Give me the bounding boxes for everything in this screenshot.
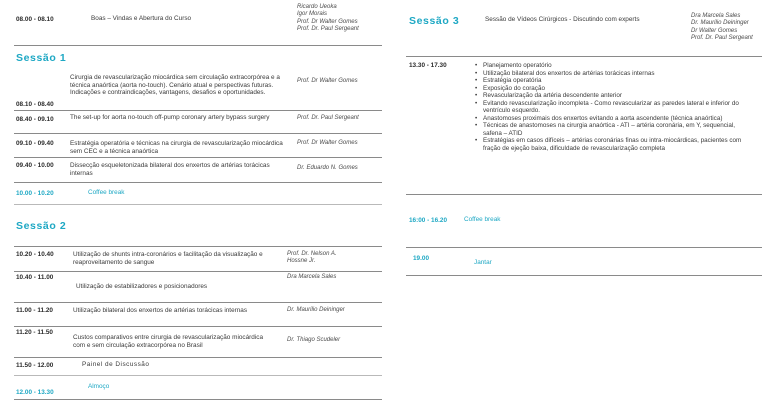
s2-row2-speaker: Dra Marcela Sales — [287, 274, 337, 280]
speaker: Prof. Dr. Paul Sergeant — [691, 34, 753, 41]
lunch-time: 12.00 - 13.30 — [16, 389, 54, 396]
s1-row2-desc: The set-up for aorta no-touch off-pump coronary artery bypass surgery — [70, 114, 270, 121]
session-2-title: Sessão 2 — [16, 220, 67, 232]
s1-row4-speaker: Dr. Eduardo N. Gomes — [297, 165, 358, 171]
s1-row3-speaker: Prof. Dr Walter Gomes — [297, 140, 358, 146]
s2-row2-desc: Utilização de estabilizadores e posicionadores — [76, 283, 208, 290]
s1-row4-desc: Dissecção esqueletonizada bilateral dos enxertos de artérias torácicas internas — [70, 162, 270, 177]
list-item: • Técnicas de anastomoses na cirurgia anaórtica - ATI – artéria coronária, em Y, sequencial, safena – ATID — [475, 122, 747, 137]
divider — [14, 271, 382, 272]
speaker: Ricardo Ueoka — [297, 4, 337, 10]
s2-row3-desc: Utilização bilateral dos enxertos de artérias torácicas internas — [73, 307, 248, 314]
divider — [14, 326, 382, 327]
list-item: • Anastomoses proximais dos enxertos evitando a aorta ascendente (técnica anaórtica) — [475, 115, 747, 123]
s2-row4-time: 11.20 - 11.50 — [16, 329, 53, 336]
session-3-speakers — [691, 13, 767, 42]
lunch-label: Almoço — [88, 383, 110, 390]
s1-row1-speaker: Prof. Dr Walter Gomes — [297, 78, 358, 84]
dinner-label: Jantar — [474, 259, 492, 266]
divider — [14, 399, 382, 400]
speaker: Dra Marcela Sales — [691, 13, 741, 19]
s2-row1-desc: Utilização de shunts intra-coronários e facilitação da visualização e reaproveitamento de sangue — [73, 251, 263, 266]
list-item: • Estratégia operatória — [475, 77, 747, 85]
speaker: Dr Walter Gomes — [691, 27, 738, 34]
s2-row1-time: 10.20 - 10.40 — [16, 251, 54, 258]
s2-row2-time: 10.40 - 11.00 — [16, 274, 54, 281]
divider — [14, 157, 382, 158]
s1-row3-time: 09.10 - 09.40 — [16, 140, 54, 147]
divider — [14, 133, 382, 134]
session-1-title: Sessão 1 — [16, 52, 67, 64]
list-item: • Utilização bilateral dos enxertos de artérias torácicas internas — [475, 70, 747, 78]
s1-row2-time: 08.40 - 09.10 — [16, 116, 54, 123]
s1-row4-time: 09.40 - 10.00 — [16, 162, 54, 169]
divider — [14, 110, 382, 111]
s2-row3-time: 11.00 - 11.20 — [16, 307, 53, 314]
opening-speakers — [297, 4, 377, 33]
divider — [14, 45, 382, 46]
divider — [406, 194, 762, 195]
s1-row2-speaker: Prof. Dr. Paul Sergeant — [297, 115, 359, 121]
s1-row3-desc: Estratégia operatória e técnicas na cirurgia de revascularização miocárdica sem CEC e a técnica anaórtica — [70, 140, 283, 155]
divider — [14, 357, 382, 358]
s2-row4-desc: Custos comparativos entre cirurgia de revascularização miocárdica com e sem circulação extracorpórea no Brasil — [73, 334, 264, 349]
list-item: • Evitando revascularização incompleta - Como revascularizar as paredes lateral e inferior do ventrículo esquerdo. — [475, 100, 747, 115]
divider — [406, 247, 762, 248]
coffee-break-2-time: 16:00 - 16.20 — [409, 217, 448, 224]
panel-label: Painel de Discussão — [82, 361, 150, 368]
divider — [14, 182, 382, 183]
s2-row3-speaker: Dr. Maurilio Deininger — [287, 307, 345, 313]
coffee-break-1-time: 10.00 - 10.20 — [16, 190, 54, 197]
session-3-time: 13.30 - 17.30 — [409, 62, 447, 69]
divider — [14, 375, 382, 376]
session-3-title: Sessão 3 — [409, 15, 460, 27]
session-3-topics — [475, 62, 747, 152]
opening-time: 08.00 - 08.10 — [16, 16, 54, 23]
opening-desc: Boas – Vindas e Abertura do Curso — [91, 15, 192, 22]
divider — [406, 275, 762, 276]
divider — [14, 246, 382, 247]
list-item: • Planejamento operatório — [475, 62, 747, 70]
coffee-break-2-label: Coffee break — [464, 216, 501, 223]
speaker: Igor Morais — [297, 11, 328, 18]
list-item: • Exposição do coração — [475, 85, 747, 93]
divider — [14, 302, 382, 303]
speaker: Dr. Maurilio Deininger — [691, 20, 749, 27]
speaker: Prof. Dr Walter Gomes — [297, 18, 358, 25]
list-item: • Estratégias em casos difíceis – artérias coronárias finas ou intra-miocárdicas, pacientes com fração de ejeção baixa, dificuldade de revascularização completa — [475, 137, 747, 152]
divider — [406, 56, 762, 57]
session-3-desc: Sessão de Vídeos Cirúrgicos - Discutindo com experts — [485, 16, 640, 23]
s2-row1-speaker: Prof. Dr. Nelson A. Hossne Jr. — [287, 251, 337, 265]
s1-row1-time: 08.10 - 08.40 — [16, 101, 54, 108]
s2-row4-speaker: Dr. Thiago Scudeler — [287, 337, 341, 343]
speaker: Prof. Dr. Paul Sergeant — [297, 25, 359, 32]
divider — [14, 204, 382, 205]
s1-row1-desc: Cirurgia de revascularização miocárdica sem circulação extracorpórea e a técnica anaórtica (aorta no-touch). Cenário atual e perspectivas futuras. Indicações e contraindicações, vantagens, desafios e oportunidades. — [70, 74, 280, 97]
dinner-time: 19.00 — [413, 255, 429, 262]
list-item: • Revascularização da artéria descendente anterior — [475, 92, 747, 100]
coffee-break-1-label: Coffee break — [88, 189, 125, 196]
panel-time: 11.50 - 12.00 — [16, 362, 54, 369]
